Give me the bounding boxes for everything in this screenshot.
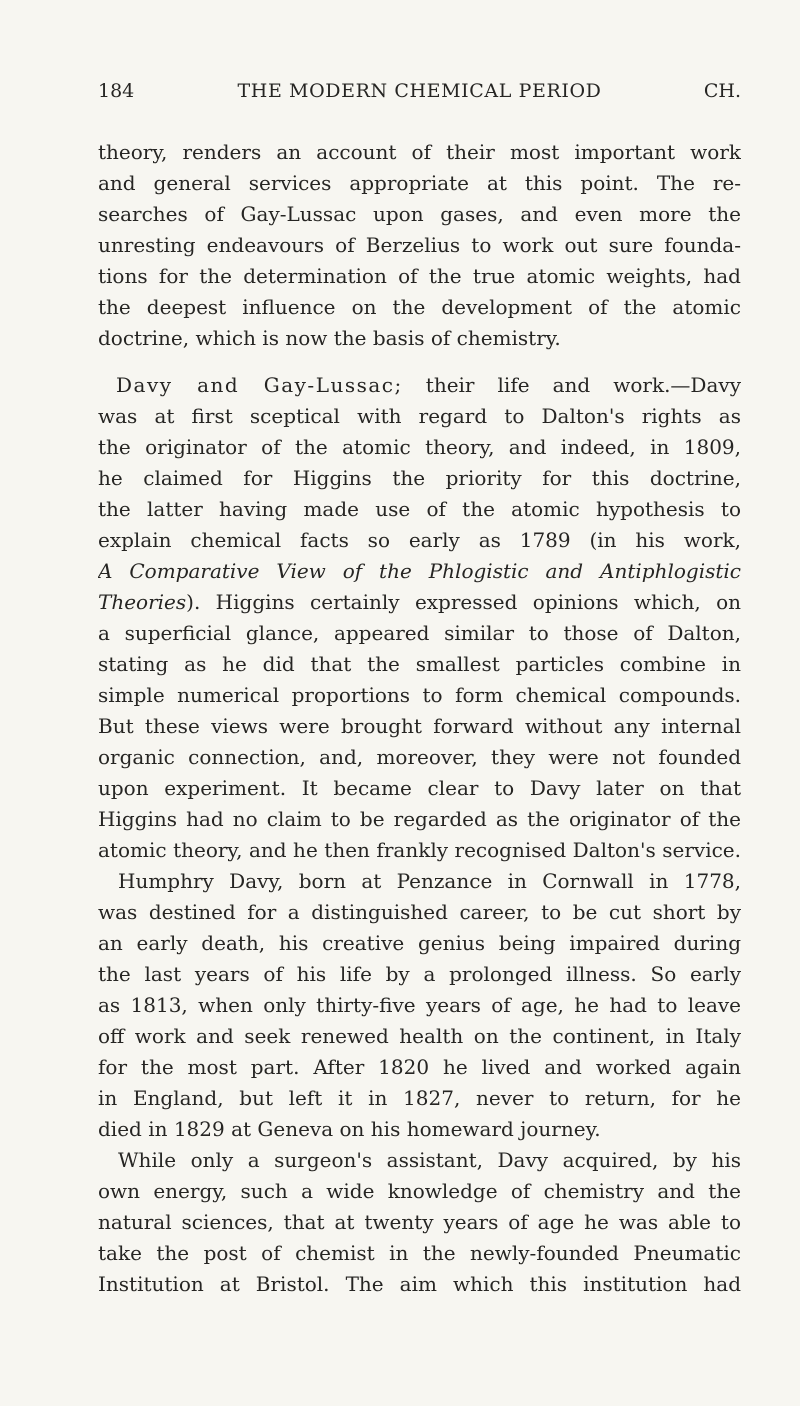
text-line: and general services appropriate at this point. The re- [98,171,741,195]
text-line: Higgins had no claim to be regarded as the originator of the [98,807,741,831]
text-line: as 1813, when only thirty-five years of age, he had to leave [98,993,741,1017]
paragraph-humphry-davy [98,866,741,1145]
text-line: natural sciences, that at twenty years of age he was able to [98,1210,741,1234]
text-line: organic connection, and, moreover, they were not founded [98,745,741,769]
section-heading-line [98,370,741,401]
text-line: unresting endeavours of Berzelius to work out sure founda- [98,233,741,257]
text-line: own energy, such a wide knowledge of chemistry and the [98,1179,741,1203]
text-line: Institution at Bristol. The aim which this institution had [98,1272,741,1296]
paragraph-surgeons-assistant [98,1145,741,1300]
text-line: was destined for a distinguished career, to be cut short by [98,900,741,924]
text-line: simple numerical proportions to form chemical compounds. [98,683,741,707]
text-line: Humphry Davy, born at Penzance in Cornwall in 1778, [118,869,741,893]
text-line: an early death, his creative genius being impaired during [98,931,741,955]
text-line: the deepest influence on the development of the atomic [98,295,741,319]
text-line: off work and seek renewed health on the continent, in Italy [98,1024,741,1048]
running-title: THE MODERN CHEMICAL PERIOD [237,80,602,102]
text-line: searches of Gay-Lussac upon gases, and even more the [98,202,741,226]
text-line: for the most part. After 1820 he lived and worked again [98,1055,741,1079]
text-line: the last years of his life by a prolonged illness. So early [98,962,741,986]
text-line: stating as he did that the smallest particles combine in [98,652,741,676]
text-line: the latter having made use of the atomic hypothesis to [98,497,741,521]
book-title: A Comparative View of the Phlogistic and Antiphlogistic [98,559,741,583]
text-line: in England, but left it in 1827, never to return, for he [98,1086,741,1110]
text-line: a superficial glance, appeared similar to those of Dalton, [98,621,741,645]
section-heading-rest: their life and work.—Davy [402,373,741,397]
text-line: While only a surgeon's assistant, Davy acquired, by his [118,1148,741,1172]
section-heading: Davy and Gay-Lussac; [116,373,403,397]
text-line [98,587,741,618]
text-line: atomic theory, and he then frankly recognised Dalton's service. [98,838,741,862]
text-line: died in 1829 at Geneva on his homeward journey. [98,1117,601,1141]
paragraph-davy-gay-lussac [98,370,741,866]
text-line: the originator of the atomic theory, and indeed, in 1809, [98,435,741,459]
paragraph-intro [98,137,741,354]
page-header [98,80,741,110]
text-line: take the post of chemist in the newly-founded Pneumatic [98,1241,741,1265]
page-number: 184 [98,80,135,102]
text-line: upon experiment. It became clear to Davy later on that [98,776,741,800]
text-line: explain chemical facts so early as 1789 (in his work, [98,528,741,552]
text-line: doctrine, which is now the basis of chemistry. [98,326,561,350]
book-title-end: Theories [98,590,187,614]
text-line [98,556,741,587]
text-line: theory, renders an account of their most important work [98,140,741,164]
text-fragment: ). Higgins certainly expressed opinions which, on [186,590,741,614]
text-line: But these views were brought forward without any internal [98,714,741,738]
text-line: tions for the determination of the true atomic weights, had [98,264,741,288]
chapter-abbreviation: CH. [703,80,741,102]
text-line: he claimed for Higgins the priority for this doctrine, [98,466,741,490]
text-line: was at first sceptical with regard to Dalton's rights as [98,404,741,428]
